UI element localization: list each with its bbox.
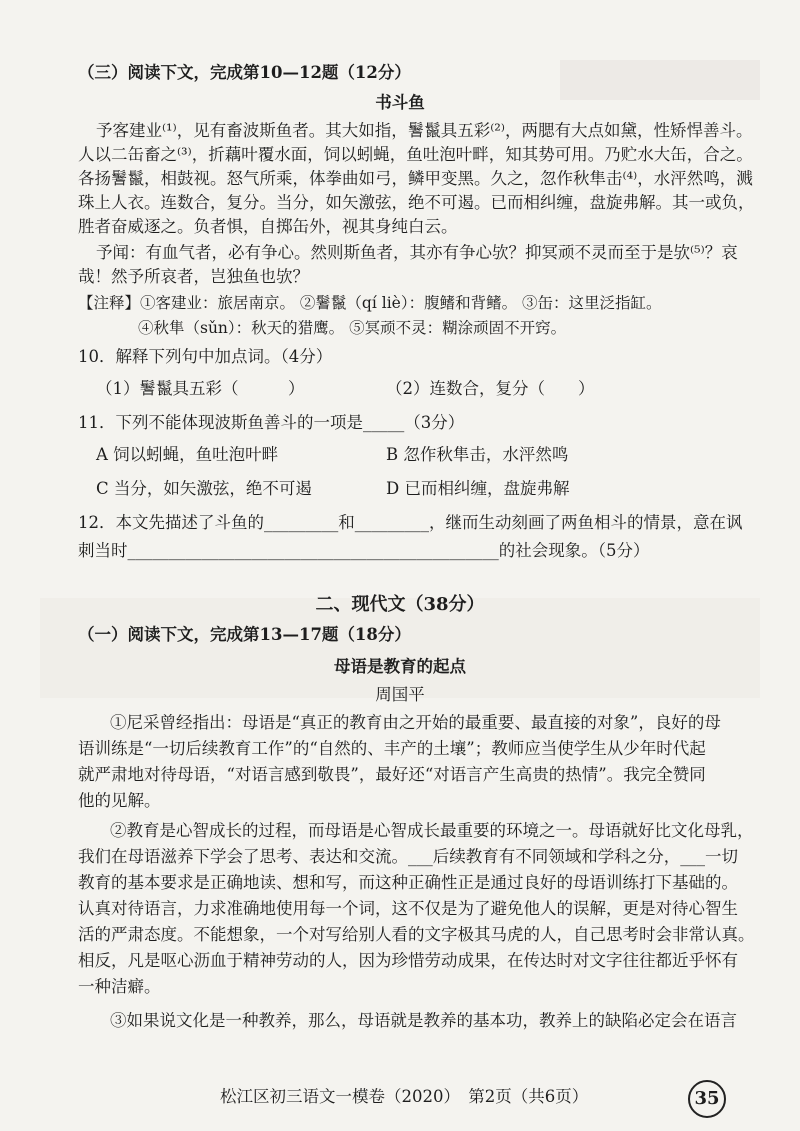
- notes-line: 【注释】①客建业：旅居南京。 ②鬐鬣（qí liè）：腹鳍和背鳍。 ③缶：这里泛指缸。: [78, 294, 662, 312]
- paragraph-line: 他的见解。: [78, 791, 161, 810]
- article-author: 周国平: [375, 685, 425, 704]
- passage-line: 予客建业⁽¹⁾，见有畜波斯鱼者。其大如指，鬐鬣具五彩⁽²⁾，两腮有大点如黛，性矫悍善斗。: [96, 121, 753, 140]
- option-b: B 忽作秋隼击，水泙然鸣: [386, 445, 569, 464]
- passage-line: 人以二缶畜之⁽³⁾，折藕叶覆水面，饲以蚓蝇，鱼吐泡叶畔，知其势可用。乃贮水大缶，合之。: [78, 145, 753, 164]
- paragraph-line: 就严肃地对待母语，“对语言感到敬畏”，最好还“对语言产生高贵的热情”。我完全赞同: [78, 765, 706, 784]
- notes-line: ④秋隼（sǔn）：秋天的猎鹰。 ⑤冥顽不灵：糊涂顽固不开窍。: [138, 319, 567, 337]
- option-c: C 当分，如矢激弦，绝不可遏: [96, 479, 312, 498]
- passage-title: 书斗鱼: [375, 93, 425, 112]
- option-a: A 饲以蚓蝇，鱼吐泡叶畔: [96, 445, 279, 464]
- question-10-item-1: （1）鬐鬣具五彩（ ）: [96, 379, 305, 398]
- paragraph-line: 语训练是“一切后续教育工作”的“自然的、丰产的土壤”；教师应当使学生从少年时代起: [78, 739, 706, 758]
- page-number-badge: 35: [688, 1080, 726, 1118]
- paragraph-line: ③如果说文化是一种教养，那么，母语就是教养的基本功，教养上的缺陷必定会在语言: [110, 1011, 737, 1030]
- passage-line: 予闻：有血气者，必有争心。然则斯鱼者，其亦有争心欤？抑冥顽不灵而至于是欤⁽⁵⁾？哀: [96, 243, 738, 262]
- paragraph-line: ②教育是心智成长的过程，而母语是心智成长最重要的环境之一。母语就好比文化母乳，: [110, 821, 754, 840]
- paragraph-line: 教育的基本要求是正确地读、想和写，而这种正确性正是通过良好的母语训练打下基础的。: [78, 873, 738, 892]
- paragraph-line: 我们在母语滋养下学会了思考、表达和交流。___后续教育有不同领域和学科之分，___一切: [78, 847, 738, 866]
- section-heading: （三）阅读下文，完成第10—12题（12分）: [78, 63, 411, 82]
- subsection-heading: （一）阅读下文，完成第13—17题（18分）: [78, 625, 411, 644]
- article-title: 母语是教育的起点: [334, 657, 466, 676]
- paragraph-line: ①尼采曾经指出：母语是“真正的教育由之开始的最重要、最直接的对象”，良好的母: [110, 713, 721, 732]
- question-10: 10．解释下列句中加点词。（4分）: [78, 347, 333, 366]
- question-11: 11．下列不能体现波斯鱼善斗的一项是_____（3分）: [78, 413, 465, 432]
- passage-line: 哉！然予所哀者，岂独鱼也欤？: [78, 267, 309, 286]
- option-d: D 已而相纠缠，盘旋弗解: [386, 479, 570, 498]
- page-footer: 松江区初三语文一模卷（2020） 第2页（共6页）: [220, 1087, 589, 1106]
- question-12-cont: 刺当时_____________________________________________的社会现象。（5分）: [78, 541, 650, 560]
- passage-line: 各扬鬐鬣，相鼓视。怒气所乘，体拳曲如弓，鳞甲变黑。久之，忽作秋隼击⁽⁴⁾，水泙然鸣，溅: [78, 169, 753, 188]
- paragraph-line: 活的严肃态度。不能想象，一个对写给别人看的文字极其马虎的人，自己思考时会非常认真。: [78, 925, 755, 944]
- passage-line: 胜者奋威逐之。负者惧，自掷缶外，视其身纯白云。: [78, 217, 458, 236]
- paragraph-line: 认真对待语言，力求准确地使用每一个词，这不仅是为了避免他人的误解，更是对待心智生: [78, 899, 738, 918]
- paragraph-line: 相反，凡是呕心沥血于精神劳动的人，因为珍惜劳动成果，在传达时对文字往往都近乎怀有: [78, 951, 738, 970]
- question-10-item-2: （2）连数合，复分（ ）: [386, 379, 595, 398]
- question-12: 12．本文先描述了斗鱼的_________和_________，继而生动刻画了两鱼相斗的情景，意在讽: [78, 513, 743, 532]
- passage-line: 珠上人衣。连数合，复分。当分，如矢激弦，绝不可遏。已而相纠缠，盘旋弗解。其一或负，: [78, 193, 755, 212]
- section-heading-modern: 二、现代文（38分）: [315, 594, 485, 615]
- paragraph-line: 一种洁癖。: [78, 977, 161, 996]
